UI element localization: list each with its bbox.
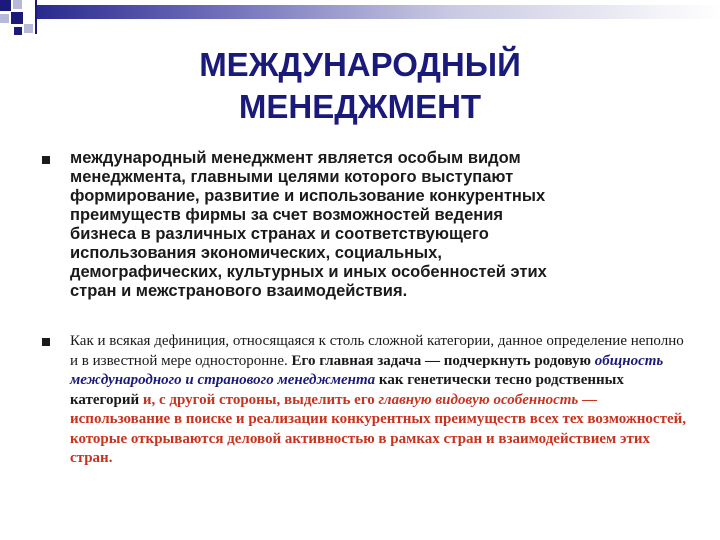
square-bullet-icon <box>42 338 50 346</box>
plain-text: Как и всякая дефиниция, относящаяся к столь сложной категории, данное определение неполно и в известной мере односторонне. <box>70 333 684 369</box>
text-line: формирование, развитие и использование конкурентных <box>70 187 546 205</box>
decor-square-dark <box>0 0 11 11</box>
emphasis-text: общность международного и странового менеджмента <box>70 352 664 388</box>
decor-square-light <box>13 0 22 9</box>
decor-square-dark <box>14 27 22 35</box>
highlight-text: и, с другой стороны, <box>142 391 285 408</box>
definition-paragraph <box>70 149 690 301</box>
title-line-2: МЕНЕДЖМЕНТ <box>238 88 482 125</box>
text-line: использования экономических, социальных, <box>70 244 442 262</box>
header-gradient-bar <box>37 5 720 19</box>
decor-square-dark <box>11 12 23 24</box>
commentary-paragraph <box>70 332 690 469</box>
text-line: бизнеса в различных странах и соответствующего <box>70 225 489 243</box>
slide-title <box>130 44 590 128</box>
decor-square-light <box>24 24 33 33</box>
text-line: демографических, культурных и иных особенностей этих <box>70 263 547 281</box>
highlight-emphasis-text: главную видовую особенность <box>378 391 579 408</box>
text-line: международный менеджмент является особым видом <box>70 149 521 167</box>
title-line-1: МЕЖДУНАРОДНЫЙ <box>199 46 521 83</box>
decor-square-light <box>0 14 9 23</box>
highlight-text: выделить его <box>284 391 379 408</box>
bold-text: Его главная задача — подчеркнуть родовую <box>291 352 595 369</box>
text-line: стран и межстранового взаимодействия. <box>70 282 408 300</box>
highlight-text: — использование в поиске и реализации конкурентных преимуществ всех тех возможностей, которые открываются деловой активностью в рамках стран и взаимодействием этих стран. <box>70 391 686 466</box>
text-line: менеджмента, главными целями которого выступают <box>70 168 514 186</box>
text-line: преимуществ фирмы за счет возможностей ведения <box>70 206 504 224</box>
square-bullet-icon <box>42 156 50 164</box>
bold-text: как генетически тесно родственных категорий <box>70 372 624 408</box>
